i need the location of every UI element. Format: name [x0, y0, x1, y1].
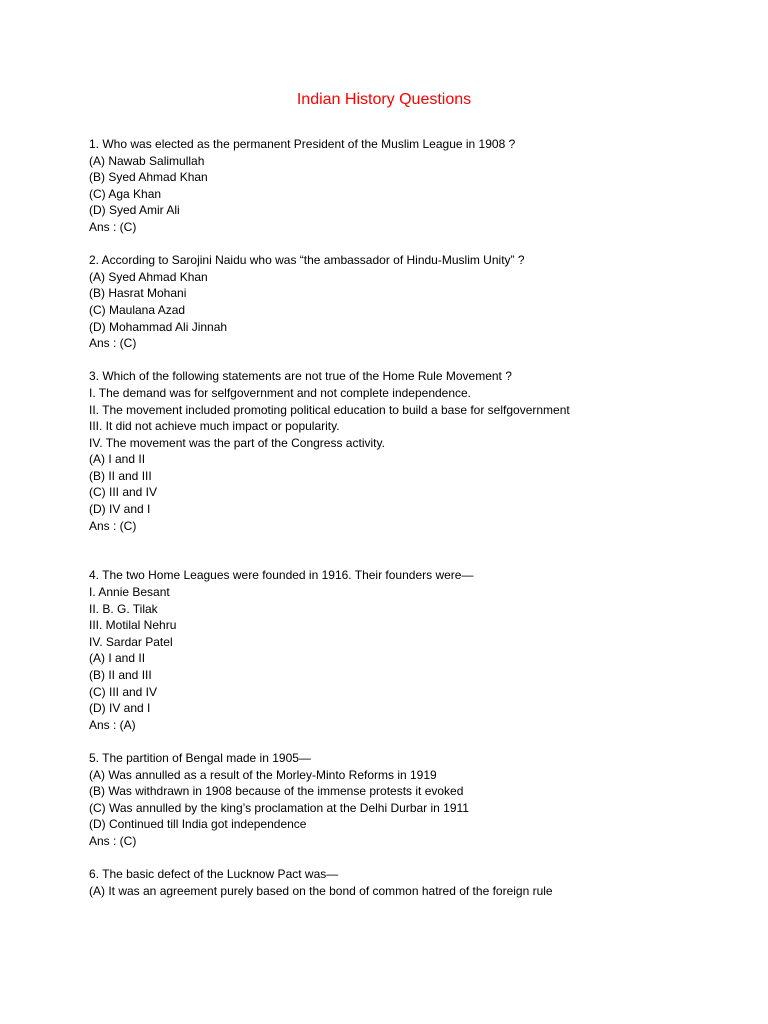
statement-iii: III. Motilal Nehru: [89, 618, 177, 633]
question-text: 4. The two Home Leagues were founded in 1916. Their founders were—: [89, 568, 474, 583]
option-d: (D) IV and I: [89, 502, 151, 517]
question-text: 3. Which of the following statements are not true of the Home Rule Movement ?: [89, 369, 512, 384]
question-6: [89, 866, 739, 899]
option-c: (C) III and IV: [89, 684, 158, 699]
option-a: (A) I and II: [89, 452, 146, 467]
question-3: [89, 368, 739, 534]
question-5: [89, 750, 739, 850]
option-a: (A) Was annulled as a result of the Morley-Minto Reforms in 1919: [89, 767, 437, 782]
statement-i: I. The demand was for selfgovernment and not complete independence.: [89, 385, 472, 400]
answer: Ans : (A): [89, 717, 136, 732]
question-text: 2. According to Sarojini Naidu who was “the ambassador of Hindu-Muslim Unity” ?: [89, 253, 525, 268]
question-2: [89, 252, 739, 352]
option-d: (D) Continued till India got independence: [89, 817, 307, 832]
answer: Ans : (C): [89, 336, 137, 351]
option-b: (B) Hasrat Mohani: [89, 286, 187, 301]
question-4: [89, 567, 739, 733]
question-1: [89, 136, 739, 236]
statement-iv: IV. Sardar Patel: [89, 634, 173, 649]
option-d: (D) IV and I: [89, 701, 151, 716]
option-c: (C) Was annulled by the king’s proclamation at the Delhi Durbar in 1911: [89, 800, 469, 815]
option-b: (B) II and III: [89, 668, 152, 682]
option-a: (A) I and II: [89, 651, 146, 666]
option-a: (A) Nawab Salimullah: [89, 153, 205, 168]
statement-iv: IV. The movement was the part of the Congress activity.: [89, 435, 385, 450]
option-b: (B) II and III: [89, 468, 152, 483]
statement-ii: II. The movement included promoting political education to build a base for selfgovernment: [89, 402, 570, 417]
option-d: (D) Mohammad Ali Jinnah: [89, 319, 228, 334]
statement-ii: II. B. G. Tilak: [89, 601, 158, 616]
option-c: (C) Maulana Azad: [89, 302, 186, 317]
option-b: (B) Syed Ahmad Khan: [89, 170, 208, 185]
option-a: (A) It was an agreement purely based on the bond of common hatred of the foreign rule: [89, 883, 553, 898]
option-c: (C) III and IV: [89, 485, 158, 500]
statement-iii: III. It did not achieve much impact or popularity.: [89, 419, 340, 434]
statement-i: I. Annie Besant: [89, 585, 170, 600]
answer: Ans : (C): [89, 833, 137, 848]
question-text: 1. Who was elected as the permanent President of the Muslim League in 1908 ?: [89, 137, 516, 151]
question-text: 5. The partition of Bengal made in 1905—: [89, 750, 311, 765]
option-d: (D) Syed Amir Ali: [89, 203, 180, 218]
answer: Ans : (C): [89, 518, 137, 533]
page-title: Indian History Questions: [296, 91, 472, 108]
option-c: (C) Aga Khan: [89, 186, 162, 201]
question-text: 6. The basic defect of the Lucknow Pact was—: [89, 867, 339, 882]
option-b: (B) Was withdrawn in 1908 because of the immense protests it evoked: [89, 784, 464, 799]
option-a: (A) Syed Ahmad Khan: [89, 269, 208, 284]
answer: Ans : (C): [89, 219, 137, 234]
question-list: [89, 136, 739, 899]
